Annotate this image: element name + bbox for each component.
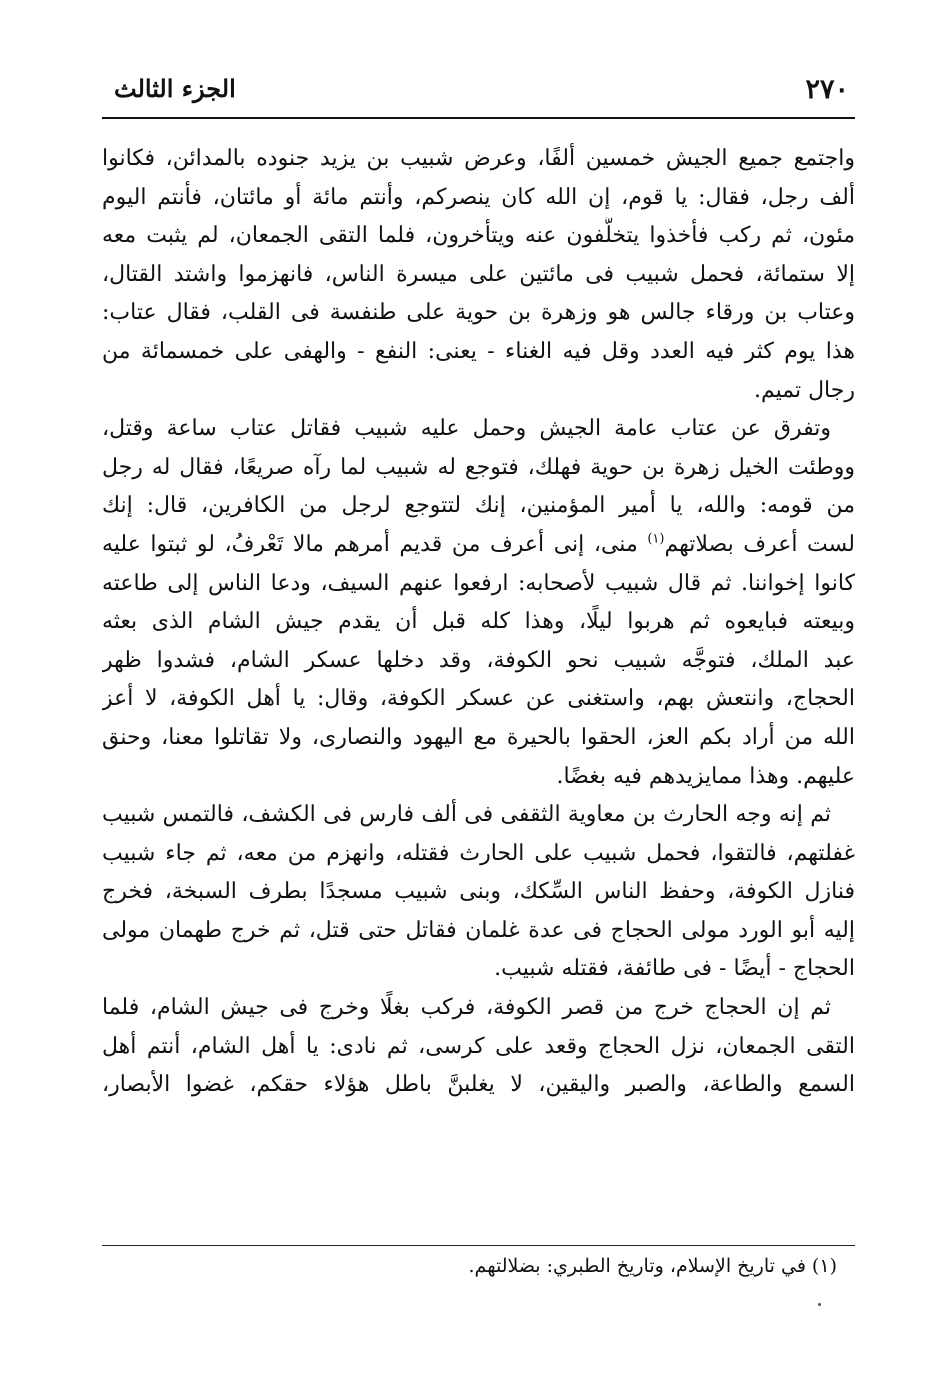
footnote-rule [102, 1245, 855, 1246]
text-line-13: وبيعته فبايعوه ثم هربوا ليلًا، وهذا كله قبل أن يقدم جيش الشام الذى بعثه [102, 609, 855, 635]
text-line-20: فنازل الكوفة، وحفظ الناس السِّكك، وبنى شبيب مسجدًا بطرف السبخة، فخرج [102, 879, 855, 905]
text-line-25: السمع والطاعة، والصبر واليقين، لا يغلبنَّ باطل هؤلاء حقكم، غضوا الأبصار، [102, 1072, 855, 1098]
text-line-8: وتفرق عن عتاب عامة الجيش وحمل عليه شبيب فقاتل عتاب ساعة وقتل، [102, 416, 831, 442]
text-line-2: ألف رجل، فقال: يا قوم، إن الله كان ينصركم، وأنتم مائة أو مائتان، فأنتم اليوم [102, 184, 855, 210]
text-line-9: ووطئت الخيل زهرة بن حوية فهلك، فتوجع له شبيب لما رآه صريعًا، فقال له رجل [102, 454, 855, 480]
text-line-18: ثم إنه وجه الحارث بن معاوية الثقفى فى ألف فارس فى الكشف، فالتمس شبيب [102, 802, 831, 828]
scan-speck [818, 1303, 821, 1306]
text-line-16: الله من أراد بكم العز، الحقوا بالحيرة مع اليهود والنصارى، ولا تقاتلوا معنا، وحنق [102, 724, 855, 750]
text-line-11-start: لست أعرف بصلاتهم [664, 531, 855, 557]
page-header [100, 74, 855, 114]
text-line-3: مئون، ثم ركب فأخذوا يتخلَّفون عنه ويتأخرون، فلما التقى الجمعان، لم يثبت معه [102, 223, 855, 249]
header-rule [102, 117, 855, 119]
text-line-15: الحجاج، وانتعش بهم، واستغنى عن عسكر الكوفة، وقال: يا أهل الكوفة، لا أعز [102, 686, 855, 712]
footnote-marker: (١) [647, 531, 665, 547]
footnote: (١) في تاريخ الإسلام، وتاريخ الطبري: بضلالتهم. [468, 1255, 837, 1277]
text-line-4: إلا ستمائة، فحمل شبيب فى مائتين على ميسرة الناس، فانهزموا واشتد القتال، [102, 261, 855, 287]
text-line-10: من قومه: والله، يا أمير المؤمنين، إنك لتتوجع لرجل من الكافرين، قال: إنك [102, 493, 855, 519]
page-number: ٢٧٠ [805, 74, 849, 105]
text-line-17: عليهم. وهذا ممايزيدهم فيه بغضًا. [556, 763, 855, 789]
text-line-5: وعتاب بن ورقاء جالس هو وزهرة بن حوية على طنفسة فى القلب، فقال عتاب: [102, 300, 855, 326]
text-line-21: إليه أبو الورد مولى الحجاج فى عدة غلمان فقاتل حتى قتل، ثم خرج طهمان مولى [102, 917, 855, 943]
text-line-23: ثم إن الحجاج خرج من قصر الكوفة، فركب بغلًا وخرج فى جيش الشام، فلما [102, 995, 831, 1021]
text-line-7: رجال تميم. [753, 377, 855, 403]
text-line-12: كانوا إخواننا. ثم قال شبيب لأصحابه: ارفعوا عنهم السيف، ودعا الناس إلى طاعته [102, 570, 855, 596]
text-line-11-end: منى، إنى أعرف من قديم أمرهم مالا تَعْرفُ، لو ثبتوا عليه [102, 531, 648, 557]
text-line-24: التقى الجمعان، نزل الحجاج وقعد على كرسى، ثم نادى: يا أهل الشام، أنتم أهل [102, 1033, 855, 1059]
text-line-11 [102, 526, 855, 565]
text-line-14: عبد الملك، فتوجَّه شبيب نحو الكوفة، وقد دخلها عسكر الشام، فشدوا ظهر [102, 647, 855, 673]
text-line-1: واجتمع جميع الجيش خمسين ألفًا، وعرض شبيب بن يزيد جنوده بالمدائن، فكانوا [102, 146, 855, 171]
body-text [102, 140, 855, 1105]
text-line-22: الحجاج - أيضًا - فى طائفة، فقتله شبيب. [494, 956, 855, 982]
running-title: الجزء الثالث [114, 74, 236, 103]
text-line-19: غفلتهم، فالتقوا، فحمل شبيب على الحارث فقتله، وانهزم من معه، ثم جاء شبيب [102, 840, 855, 866]
text-line-6: هذا يوم كثر فيه العدد وقل فيه الغناء - يعنى: النفع - والهفى على خمسمائة من [102, 338, 855, 364]
